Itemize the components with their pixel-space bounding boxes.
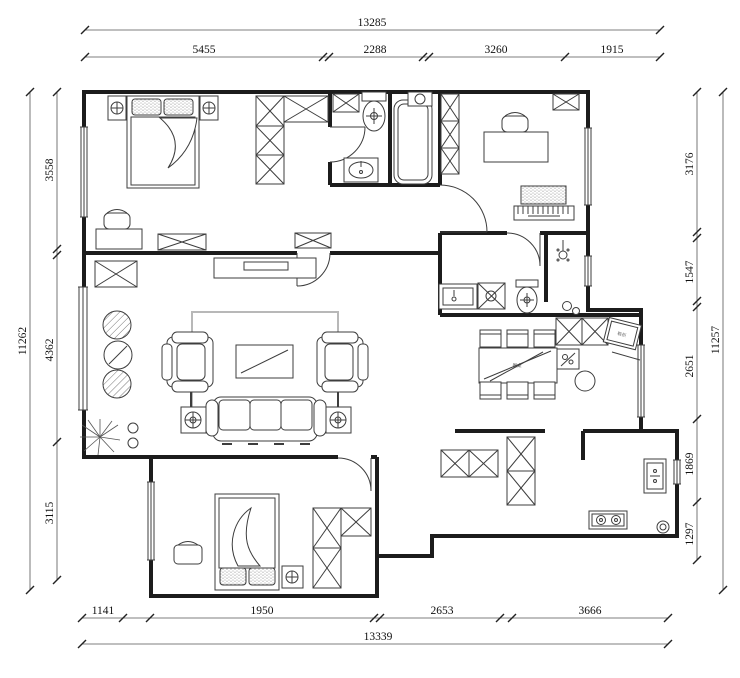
sofa bbox=[206, 397, 326, 444]
nightstand-left bbox=[108, 96, 126, 120]
window-dining-right bbox=[637, 345, 645, 417]
dining-chairs-top bbox=[480, 330, 555, 347]
dim-left-seg0: 3558 bbox=[44, 158, 56, 182]
cabinet-study bbox=[553, 94, 579, 110]
gas-point bbox=[657, 521, 669, 533]
bedroom2-furniture bbox=[174, 494, 371, 590]
wall-fitting bbox=[573, 308, 580, 315]
sideboard-dining bbox=[556, 318, 608, 345]
entry-mat-line bbox=[612, 352, 640, 360]
coffee-table bbox=[236, 345, 293, 378]
dresser-desk bbox=[96, 210, 142, 250]
door-bath1 bbox=[330, 127, 365, 162]
dim-left-seg2: 3115 bbox=[44, 501, 56, 525]
appliance-box bbox=[557, 349, 579, 369]
toilet-master bbox=[362, 92, 386, 131]
floor-drain bbox=[563, 302, 572, 311]
dim-right-seg1: 1547 bbox=[684, 260, 696, 284]
pantry-cabinet-v bbox=[507, 437, 535, 505]
corner-shelf bbox=[408, 92, 432, 106]
spot-1 bbox=[128, 423, 138, 433]
cabinet-bath1 bbox=[333, 94, 359, 112]
living-room-furniture bbox=[80, 258, 368, 455]
dining-chairs-bottom bbox=[480, 382, 555, 399]
bathroom2-fixtures bbox=[439, 240, 580, 315]
spot-2 bbox=[128, 438, 138, 448]
dim-top-seg1: 2288 bbox=[363, 44, 387, 56]
dim-top-seg2: 3260 bbox=[484, 44, 508, 56]
shower-head-icon bbox=[557, 240, 569, 261]
entry-cabinet-label: 鞋柜 bbox=[616, 330, 627, 338]
kitchen-fixtures bbox=[441, 437, 669, 533]
side-table-right bbox=[326, 407, 351, 433]
nightstand-2 bbox=[282, 566, 303, 588]
study-furniture bbox=[441, 94, 579, 220]
wardrobe-2 bbox=[313, 508, 371, 588]
master-bedroom-furniture bbox=[96, 96, 331, 250]
bookcase-study bbox=[441, 94, 459, 174]
vanity-bath2 bbox=[439, 284, 477, 309]
wardrobe-master bbox=[256, 96, 328, 184]
sink-bath1 bbox=[344, 158, 378, 182]
door-bedroom2 bbox=[338, 458, 371, 491]
stool-plants bbox=[103, 311, 132, 398]
toilet-bath2 bbox=[516, 280, 538, 313]
dim-top-seg3: 1915 bbox=[600, 44, 624, 56]
dim-right-seg3: 1869 bbox=[684, 452, 696, 476]
washing-machine bbox=[478, 283, 505, 309]
dim-bottom-seg3: 3666 bbox=[578, 605, 602, 617]
chair-2 bbox=[174, 542, 202, 565]
round-stool-dining bbox=[575, 371, 595, 391]
pantry-cabinet-h bbox=[441, 450, 498, 477]
nightstand-right bbox=[200, 96, 218, 120]
dim-top-seg0: 5455 bbox=[192, 44, 216, 56]
window-bedroom2-left bbox=[147, 482, 155, 560]
armchair-left bbox=[162, 332, 213, 392]
window-living-left bbox=[78, 287, 88, 410]
window-study-right bbox=[584, 128, 592, 205]
bed-master bbox=[127, 96, 199, 188]
dim-bottom-total: 13339 bbox=[363, 631, 393, 643]
dim-right-seg2: 2651 bbox=[684, 354, 696, 378]
tv-console bbox=[214, 258, 316, 278]
dim-left-seg1: 4362 bbox=[44, 338, 56, 362]
dim-bottom-seg1: 1950 bbox=[250, 605, 274, 617]
piano bbox=[514, 186, 574, 220]
armchair-right bbox=[317, 332, 368, 392]
window-bath2-right bbox=[584, 256, 592, 286]
door-bath2 bbox=[507, 233, 540, 266]
bed-2 bbox=[215, 494, 279, 590]
dim-bottom-seg0: 1141 bbox=[91, 605, 115, 617]
dim-left-total: 11262 bbox=[17, 326, 29, 356]
side-table-left bbox=[181, 407, 206, 433]
dim-right-seg4: 1297 bbox=[684, 522, 696, 546]
window-bedroom1-left bbox=[80, 127, 88, 217]
dim-right-total: 11257 bbox=[710, 325, 722, 355]
kitchen-stove bbox=[589, 511, 627, 529]
cabinet-low bbox=[158, 234, 206, 250]
dim-top-total: 13285 bbox=[357, 17, 387, 29]
dim-bottom-seg2: 2653 bbox=[430, 605, 454, 617]
cabinet-hall bbox=[295, 233, 331, 248]
window-kitchen-right bbox=[673, 460, 681, 484]
desk-study bbox=[484, 113, 548, 163]
bathroom1-fixtures bbox=[333, 92, 432, 184]
dining-table-label: 餐桌 bbox=[512, 363, 522, 368]
dim-right-seg0: 3176 bbox=[684, 152, 696, 176]
cabinet-living bbox=[95, 261, 137, 287]
dining-furniture bbox=[479, 317, 641, 399]
bathtub bbox=[394, 100, 432, 184]
kitchen-sink bbox=[644, 459, 666, 493]
door-study bbox=[440, 185, 487, 232]
